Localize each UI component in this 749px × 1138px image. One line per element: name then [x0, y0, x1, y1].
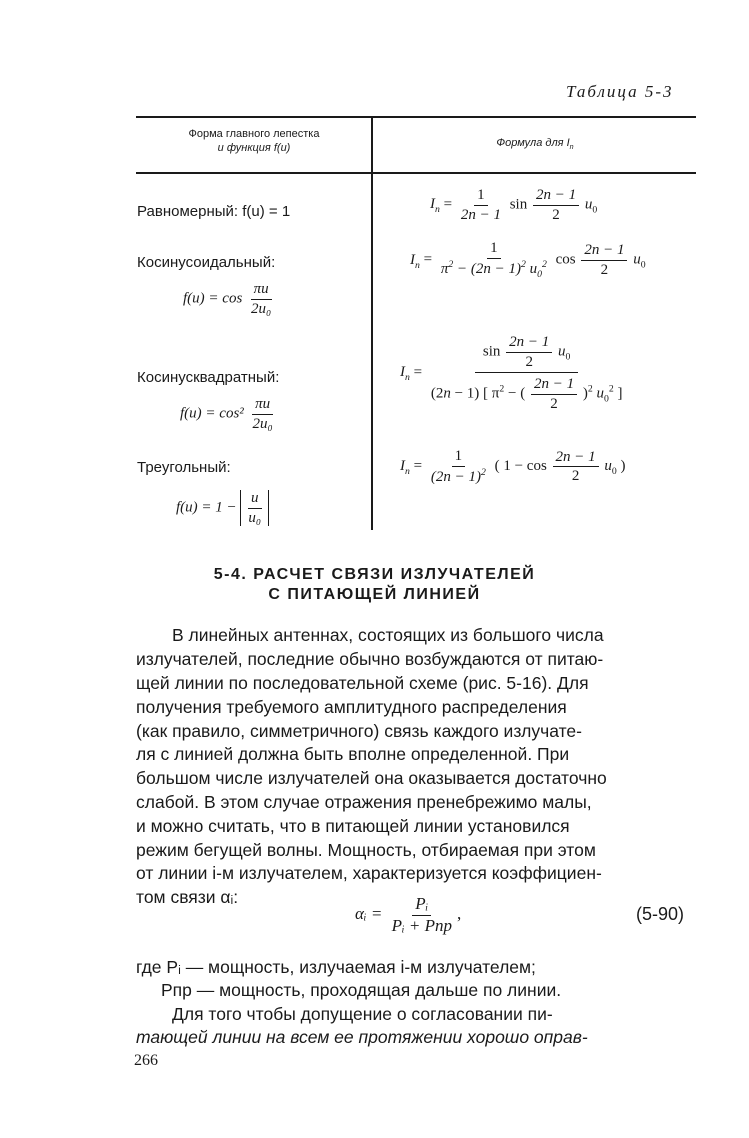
- equation-number: (5-90): [636, 904, 685, 924]
- formula-uniform: $I_n$ = $\frac{1}{2n - 1}$ sin $\frac{2n - 1}{2}$ $u_0$: [430, 187, 598, 223]
- body-line: В линейных антеннах, состоящих из большого числа: [172, 625, 604, 645]
- column-header-formula-sub: n: [569, 143, 574, 152]
- formula-triangular: $I_n$ = $\frac{1}{(2n - 1)^2}$ ( 1 − cos $\frac{2n - 1}{2}$ $u_0$ ): [400, 448, 626, 485]
- table-column-divider: [371, 117, 373, 530]
- page-number: 266: [134, 1052, 158, 1069]
- formula-cosine-squared: $I_n$ = sin $\frac{2n - 1}{2}$ $u_0$ (2n − 1) [ $\pi^2$ − ( $\frac{2n - 1}{2}$ )$^2$ $u_0^2$ ]: [400, 334, 623, 412]
- shape-triangular-function: [176, 490, 269, 526]
- formula-cosine: $I_n$ = $\frac{1}{\pi^2 - (2n - 1)^2 u_0^2}$ cos $\frac{2n - 1}{2}$ $u_0$: [410, 240, 646, 280]
- body-line: излучателей, последние обычно возбуждаются от питаю-: [136, 649, 604, 669]
- where-line: где Pᵢ — мощность, излучаемая i-м излучателем;: [136, 957, 536, 977]
- equation-lhs: αᵢ =: [355, 904, 383, 924]
- column-header-formula-text: Формула для I: [496, 137, 570, 149]
- body-line: большом числе излучателей она оказывается достаточно: [136, 768, 607, 788]
- shape-cosine-squared-function-den: 2u₀: [252, 415, 273, 432]
- shape-cosine-squared-function-num: πu: [252, 396, 273, 415]
- shape-cosine-squared: Косинусквадратный:: [137, 369, 280, 386]
- body-line: получения требуемого амплитудного распределения: [136, 697, 567, 717]
- body-line: тающей линии на всем ее протяжении хорошо оправ-: [136, 1027, 588, 1047]
- shape-cosine-function: [183, 281, 276, 317]
- body-line: слабой. В этом случае отражения пренебрежимо малы,: [136, 792, 592, 812]
- shape-cosine-function-prefix: f(u) = cos: [183, 290, 243, 307]
- column-header-shape-line1: Форма главного лепестка: [188, 128, 320, 140]
- equation-numerator: Pᵢ: [412, 895, 431, 916]
- section-title-line1: 5-4. РАСЧЕТ СВЯЗИ ИЗЛУЧАТЕЛЕЙ: [213, 566, 536, 583]
- body-line: и можно считать, что в питающей линии установился: [136, 816, 570, 836]
- shape-cosine-function-den: 2u₀: [251, 300, 272, 317]
- shape-cosine-squared-function-prefix: f(u) = cos²: [180, 405, 244, 422]
- section-title-line2: С ПИТАЮЩЕЙ ЛИНИЕЙ: [268, 586, 481, 603]
- shape-triangular: Треугольный:: [137, 459, 231, 476]
- body-line: щей линии по последовательной схеме (рис. 5-16). Для: [136, 673, 589, 693]
- body-line: (как правило, симметричного) связь каждого излучате-: [136, 721, 582, 741]
- body-line: ля с линией должна быть вполне определенной. При: [136, 744, 570, 764]
- table-top-rule: [136, 116, 696, 118]
- shape-cosine-squared-function: [180, 396, 278, 432]
- where-line: Pпр — мощность, проходящая дальше по линии.: [161, 980, 562, 1000]
- equation-5-90: αᵢ = $\frac{\text{Pᵢ}}{\text{Pᵢ + Pпр}}$ ,: [355, 894, 462, 935]
- table-label: Таблица 5-3: [566, 82, 674, 101]
- column-header-shape-line2: и функция f(u): [217, 142, 291, 154]
- body-line: том связи αᵢ:: [136, 887, 239, 907]
- shape-cosine: Косинусоидальный:: [137, 254, 276, 271]
- shape-cosine-function-num: πu: [251, 281, 272, 300]
- body-line: режим бегущей волны. Мощность, отбираемая при этом: [136, 840, 596, 860]
- table-header-rule: [136, 172, 696, 174]
- equation-denominator: Pᵢ + Pпр: [391, 915, 453, 935]
- shape-triangular-function-prefix: f(u) = 1 −: [176, 499, 237, 516]
- shape-triangular-function-num: u: [248, 490, 262, 509]
- body-line: от линии i-м излучателем, характеризуется коэффициен-: [136, 863, 602, 883]
- column-header-formula: [380, 136, 690, 154]
- column-header-shape: [140, 127, 368, 155]
- body-line: Для того чтобы допущение о согласовании пи-: [172, 1004, 553, 1024]
- shape-triangular-function-den: u₀: [248, 509, 262, 526]
- shape-uniform: Равномерный: f(u) = 1: [137, 203, 291, 220]
